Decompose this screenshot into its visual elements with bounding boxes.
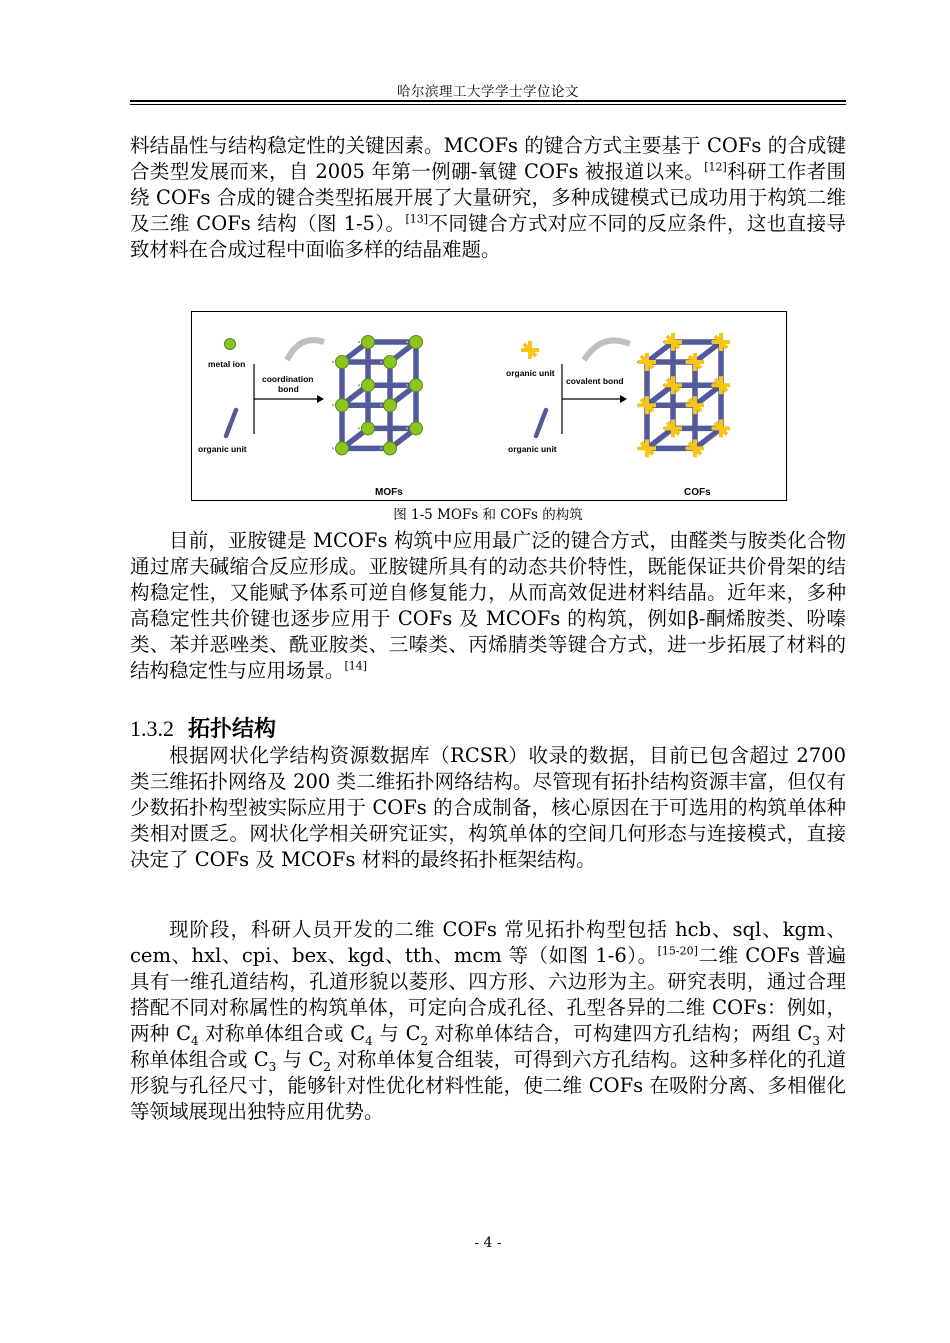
metal-node <box>410 336 423 349</box>
subscript: 4 <box>365 1033 373 1048</box>
metal-ion-label: metal ion <box>208 359 246 369</box>
subscript: 3 <box>812 1033 820 1048</box>
metal-node <box>362 379 375 392</box>
text: 现阶段，科研人员开发的二维 COFs 常见拓扑构型包括 hcb、sql、kgm、cem、hxl、cpi、bex、kgd、tth、mcm 等（如图 1-6）。 <box>130 918 846 967</box>
bond-label-2: bond <box>278 384 299 394</box>
metal-node <box>362 422 375 435</box>
text: 对称单体复合组装，可得到六方孔结构。这种多样化的孔道形貌与孔径尺寸，能够针对性优化材料性能，使二维 COFs 在吸附分离、多相催化等领域展现出独特应用优势。 <box>130 1048 846 1123</box>
arrow-head-icon-2 <box>620 395 627 403</box>
metal-node <box>336 356 349 369</box>
metal-node <box>384 442 397 455</box>
text: 二维 COFs 普遍具有一维孔道结构，孔道形貌以菱形、四方形、六边形为主。研究表明，通过合理搭配不同对称属性的构筑单体，可定向合成孔径、孔型各异的二维 COFs：例如，两种 C <box>130 944 846 1045</box>
metal-node <box>384 399 397 412</box>
arrow-head-icon <box>317 395 324 403</box>
metal-node <box>362 336 375 349</box>
linker-rod <box>647 385 673 405</box>
linker-rod <box>647 428 673 448</box>
linker-rod <box>695 385 721 405</box>
metal-node <box>384 356 397 369</box>
bracket-icon-2 <box>562 364 620 434</box>
text: 不同键合方式对应不同的反应条件，这也直接导致材料在合成过程中面临多样的结晶难题。 <box>130 212 846 261</box>
linker-rod <box>695 428 721 448</box>
mofs-cofs-diagram <box>192 312 786 500</box>
text: 对称单体组合或 C <box>198 1022 366 1045</box>
text: 与 C <box>276 1048 324 1071</box>
figure-1-5 <box>191 311 787 501</box>
citation: [13] <box>405 212 429 226</box>
text: 根据网状化学结构资源数据库（RCSR）收录的数据，目前已包含超过 2700 类三维拓扑网络及 200 类二维拓扑网络结构。尽管现有拓扑结构资源丰富，但仅有少数拓扑构型被实际应用于 COFs 的合成制备，核心原因在于可选用的构筑单体种类相对匮乏。网状化学相关研究证实，构筑单体的空间几何形态与连接模式，直接决定了 COFs 及 MCOFs 材料的最终拓扑框架结构。 <box>130 744 846 871</box>
paragraph-imine <box>130 528 846 684</box>
section-heading <box>130 712 276 743</box>
header-rule-thick <box>130 100 846 102</box>
metal-node <box>410 422 423 435</box>
figure-caption: 图 1-5 MOFs 和 COFs 的构筑 <box>393 507 583 523</box>
metal-node <box>410 379 423 392</box>
paragraph-2d-cofs <box>130 917 846 1125</box>
metal-node <box>336 399 349 412</box>
text: 料结晶性与结构稳定性的关键因素。MCOFs 的键合方式主要基于 COFs 的合成键合类型发展而来，自 2005 年第一例硼-氧键 COFs 被报道以来。 <box>130 134 846 183</box>
metal-node <box>336 442 349 455</box>
citation: [14] <box>344 659 368 673</box>
organic-unit-top-label: organic unit <box>506 368 555 378</box>
organic-unit-label: organic unit <box>198 444 247 454</box>
citation: [15-20] <box>657 944 698 958</box>
section-title: 拓扑结构 <box>188 717 277 742</box>
page-number: - 4 - <box>474 1235 502 1251</box>
running-header: 哈尔滨理工大学学士学位论文 <box>397 84 579 100</box>
mofs-label: MOFs <box>375 487 403 498</box>
curved-arrow-icon-2 <box>584 340 630 360</box>
linker-rod <box>695 342 721 362</box>
text: 对称单体结合，可构建四方孔结构；两组 C <box>428 1022 813 1045</box>
paragraph-rcsr <box>130 743 846 873</box>
subscript: 4 <box>191 1033 199 1048</box>
subscript: 3 <box>268 1059 277 1074</box>
covalent-bond-label: covalent bond <box>566 376 624 386</box>
text: 与 C <box>372 1022 421 1045</box>
mofs-panel <box>198 336 423 499</box>
cof-lattice <box>637 333 730 457</box>
text: 科研工作者围绕 COFs 合成的键合类型拓展开展了大量研究，多种成键模式已成功用于构筑二维及三维 COFs 结构（图 1-5）。 <box>130 160 846 235</box>
cofs-panel <box>506 333 730 498</box>
organic-unit-label-2: organic unit <box>508 444 557 454</box>
citation: [12] <box>704 160 727 174</box>
bond-label: coordination <box>262 374 314 384</box>
text: 对称单体组合或 C <box>130 1022 846 1071</box>
subscript: 2 <box>323 1059 331 1074</box>
organic-unit-rod-icon-2 <box>536 410 546 436</box>
cofs-label: COFs <box>684 487 711 498</box>
organic-unit-rod-icon <box>226 410 236 436</box>
organic-unit-star-icon <box>521 341 539 359</box>
header-rule-thin <box>130 104 846 105</box>
mof-lattice <box>332 336 423 455</box>
metal-ion-icon <box>225 339 236 350</box>
linker-rod <box>647 342 673 362</box>
paragraph-bonding <box>130 133 846 263</box>
section-number: 1.3.2 <box>130 716 174 741</box>
curved-arrow-icon <box>287 340 324 360</box>
subscript: 2 <box>420 1033 429 1048</box>
text: 目前，亚胺键是 MCOFs 构筑中应用最广泛的键合方式，由醛类与胺类化合物通过席夫碱缩合反应形成。亚胺键所具有的动态共价特性，既能保证共价骨架的结构稳定性，又能赋予体系可逆自修复能力，从而高效促进材料结晶。近年来，多种高稳定性共价键也逐步应用于 COFs 及 MCOFs 的构筑，例如β-酮烯胺类、吩嗪类、苯并恶唑类、酰亚胺类、三嗪类、丙烯腈类等键合方式，进一步拓展了材料的结构稳定性与应用场景。 <box>130 529 846 682</box>
